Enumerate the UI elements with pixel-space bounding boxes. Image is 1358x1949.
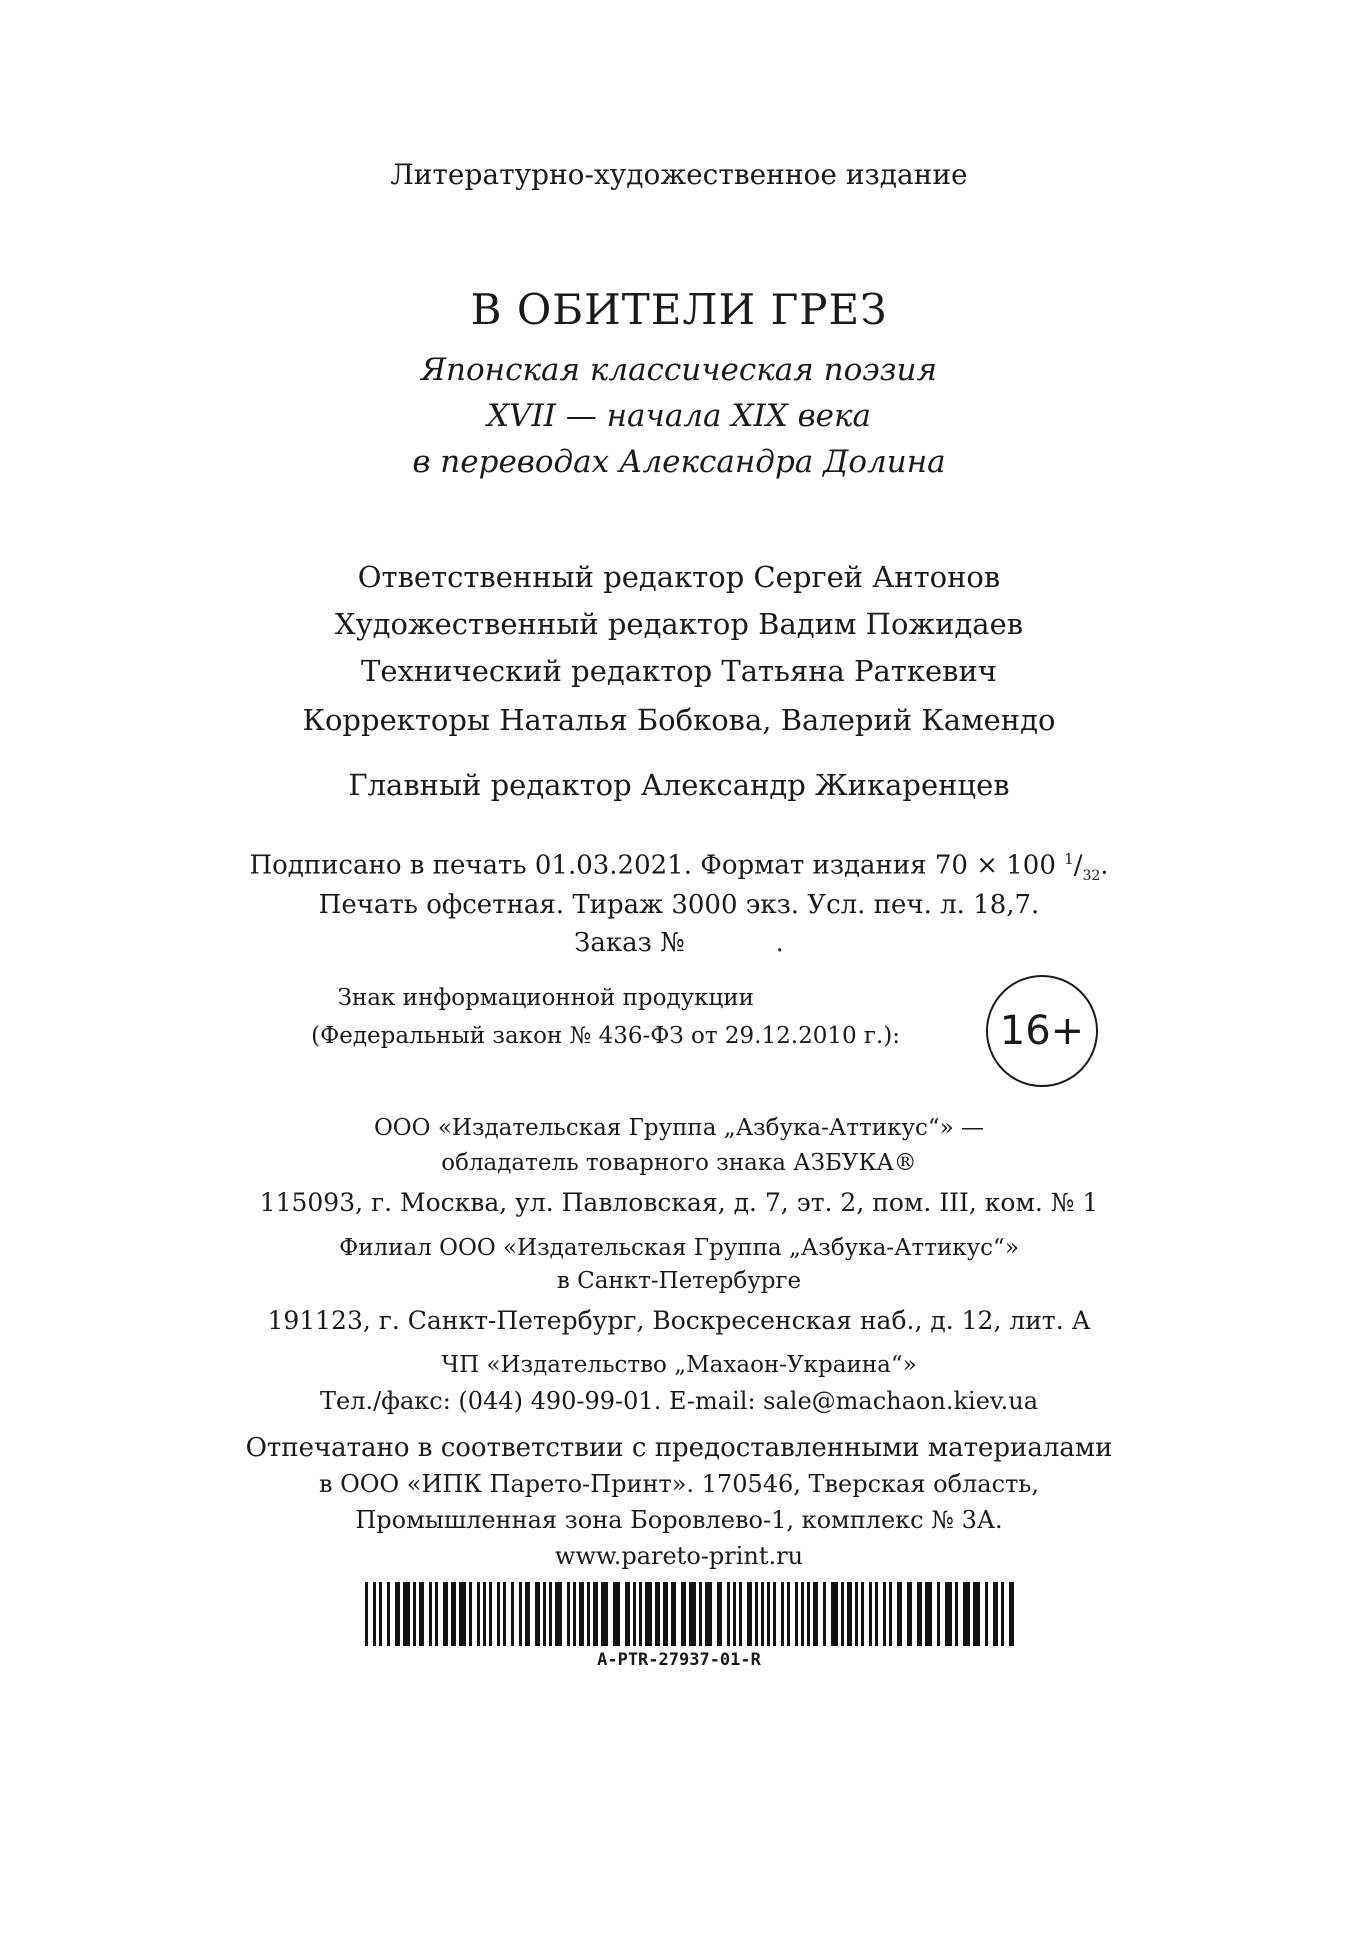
barcode-bar [593,1582,598,1646]
barcode-bar [689,1582,696,1646]
barcode-bar [613,1582,620,1646]
barcode-bar [985,1582,988,1646]
barcode-bar [861,1582,864,1646]
barcode-bar [395,1582,400,1646]
barcode-bar [483,1582,486,1646]
barcode-bar [469,1582,472,1646]
branch-line: Филиал ООО «Издательская Группа „Азбука-Аттикус“» [339,1235,1019,1261]
format-suffix: . [1100,850,1109,881]
barcode-bar [503,1582,506,1646]
credit-line: Ответственный редактор Сергей Антонов [357,560,1001,594]
barcode-bar [801,1582,804,1646]
barcode-bar [755,1582,758,1646]
barcode-bar [699,1582,702,1646]
barcode-bar [435,1582,438,1646]
barcode-bar [1009,1582,1014,1646]
barcode-bar [761,1582,764,1646]
barcode-bar [795,1582,798,1646]
print-format-line [0,850,1358,884]
printer-line: Отпечатано в соответствии с предоставленными материалами [245,1433,1113,1463]
barcode-bar [855,1582,858,1646]
barcode-bar [917,1582,922,1646]
branch-address: 191123, г. Санкт-Петербург, Воскресенская наб., д. 12, лит. А [267,1306,1091,1335]
barcode-bar [733,1582,736,1646]
barcode-bar [681,1582,686,1646]
barcode-bar [807,1582,810,1646]
barcode-bar [663,1582,668,1646]
publisher-line: ООО «Издательская Группа „Азбука-Аттикус“» — [373,1115,985,1141]
ukraine-publisher: ЧП «Издательство „Махаон-Украина“» [441,1352,917,1378]
printer-website: www.pareto-print.ru [554,1542,804,1570]
barcode-bar [705,1582,712,1646]
barcode-bar [525,1582,530,1646]
barcode-bar [419,1582,424,1646]
barcode-bar [459,1582,466,1646]
barcode-bar [823,1582,826,1646]
printer-line: в ООО «ИПК Парето-Принт». 170546, Тверская область, [318,1470,1040,1498]
barcode-bar [625,1582,630,1646]
barcode-bar [897,1582,902,1646]
barcode-bar [831,1582,838,1646]
barcode-bar [993,1582,998,1646]
trademark-line: обладатель товарного знака АЗБУКА® [441,1150,917,1176]
age-rating-block [296,975,1096,1085]
barcode-bar [781,1582,784,1646]
barcode-bar [497,1582,500,1646]
barcode-bar [1001,1582,1004,1646]
age-rating-badge: 16+ [986,975,1098,1087]
barcode-bar [645,1582,652,1646]
book-title: В ОБИТЕЛИ ГРЕЗ [470,285,888,334]
format-slash: / [1073,850,1083,881]
subtitle-line: Японская классическая поэзия [421,352,937,388]
format-numerator: 1 [1064,850,1074,868]
branch-city: в Санкт-Петербурге [556,1268,802,1294]
barcode-bar [451,1582,456,1646]
credit-line: Корректоры Наталья Бобкова, Валерий Камендо [302,703,1056,737]
barcode-bar [671,1582,676,1646]
credit-line: Технический редактор Татьяна Раткевич [361,654,997,688]
barcode-bar [787,1582,790,1646]
barcode-bar [869,1582,872,1646]
barcode-bar [747,1582,752,1646]
barcode-bar [841,1582,844,1646]
barcode-bar [587,1582,590,1646]
barcode [365,1582,1015,1646]
barcode-bar [945,1582,952,1646]
barcode-bar [973,1582,980,1646]
format-denominator: 32 [1082,867,1101,884]
barcode-bar [489,1582,492,1646]
genre-label: Литературно-художественное издание [390,158,968,191]
barcode-bar [601,1582,608,1646]
barcode-bar [727,1582,730,1646]
barcode-bar [555,1582,562,1646]
barcode-bar [511,1582,514,1646]
barcode-bar [889,1582,892,1646]
barcode-caption: A-PTR-27937-01-R [597,1650,761,1670]
barcode-bar [963,1582,970,1646]
barcode-bar [429,1582,432,1646]
barcode-bar [477,1582,480,1646]
barcode-bar [773,1582,776,1646]
barcode-bar [387,1582,390,1646]
print-run-line: Печать офсетная. Тираж 3000 экз. Усл. печ. л. 18,7. [318,890,1040,920]
barcode-bar [633,1582,636,1646]
print-date-text: Подписано в печать 01.03.2021. Формат издания 70 × 100 [249,850,1065,881]
barcode-bar [937,1582,940,1646]
printer-line: Промышленная зона Боровлево-1, комплекс № 3А. [355,1506,1003,1534]
credit-line: Художественный редактор Вадим Пожидаев [334,607,1024,641]
barcode-bar [639,1582,642,1646]
order-number-line: Заказ № . [574,928,784,958]
barcode-bar [875,1582,878,1646]
ukraine-contacts: Тел./факс: (044) 490-99-01. E-mail: sale@machaon.kiev.ua [320,1387,1038,1415]
age-law-line: (Федеральный закон № 436-ФЗ от 29.12.2010 г.): [311,1023,900,1049]
barcode-bar [925,1582,932,1646]
barcode-bar [535,1582,540,1646]
barcode-bar [907,1582,912,1646]
barcode-bar [847,1582,852,1646]
barcode-bar [519,1582,522,1646]
barcode-bar [767,1582,770,1646]
barcode-bar [739,1582,742,1646]
publisher-address: 115093, г. Москва, ул. Павловская, д. 7, эт. 2, пом. III, ком. № 1 [259,1188,1099,1217]
barcode-bar [955,1582,958,1646]
barcode-bar [373,1582,376,1646]
barcode-bar [883,1582,886,1646]
age-label-line: Знак информационной продукции [337,985,754,1011]
chief-editor-line: Главный редактор Александр Жикаренцев [348,768,1010,802]
barcode-bar [717,1582,722,1646]
barcode-bar [403,1582,410,1646]
barcode-bar [655,1582,660,1646]
barcode-bar [443,1582,448,1646]
barcode-bar [365,1582,368,1646]
barcode-bar [813,1582,818,1646]
barcode-bar [413,1582,416,1646]
barcode-bar [549,1582,552,1646]
barcode-bar [579,1582,584,1646]
subtitle-line: XVII — начала XIX века [486,398,872,434]
barcode-bar [543,1582,546,1646]
barcode-bar [379,1582,382,1646]
barcode-bar [573,1582,576,1646]
barcode-bar [567,1582,570,1646]
subtitle-line: в переводах Александра Долина [412,444,946,480]
